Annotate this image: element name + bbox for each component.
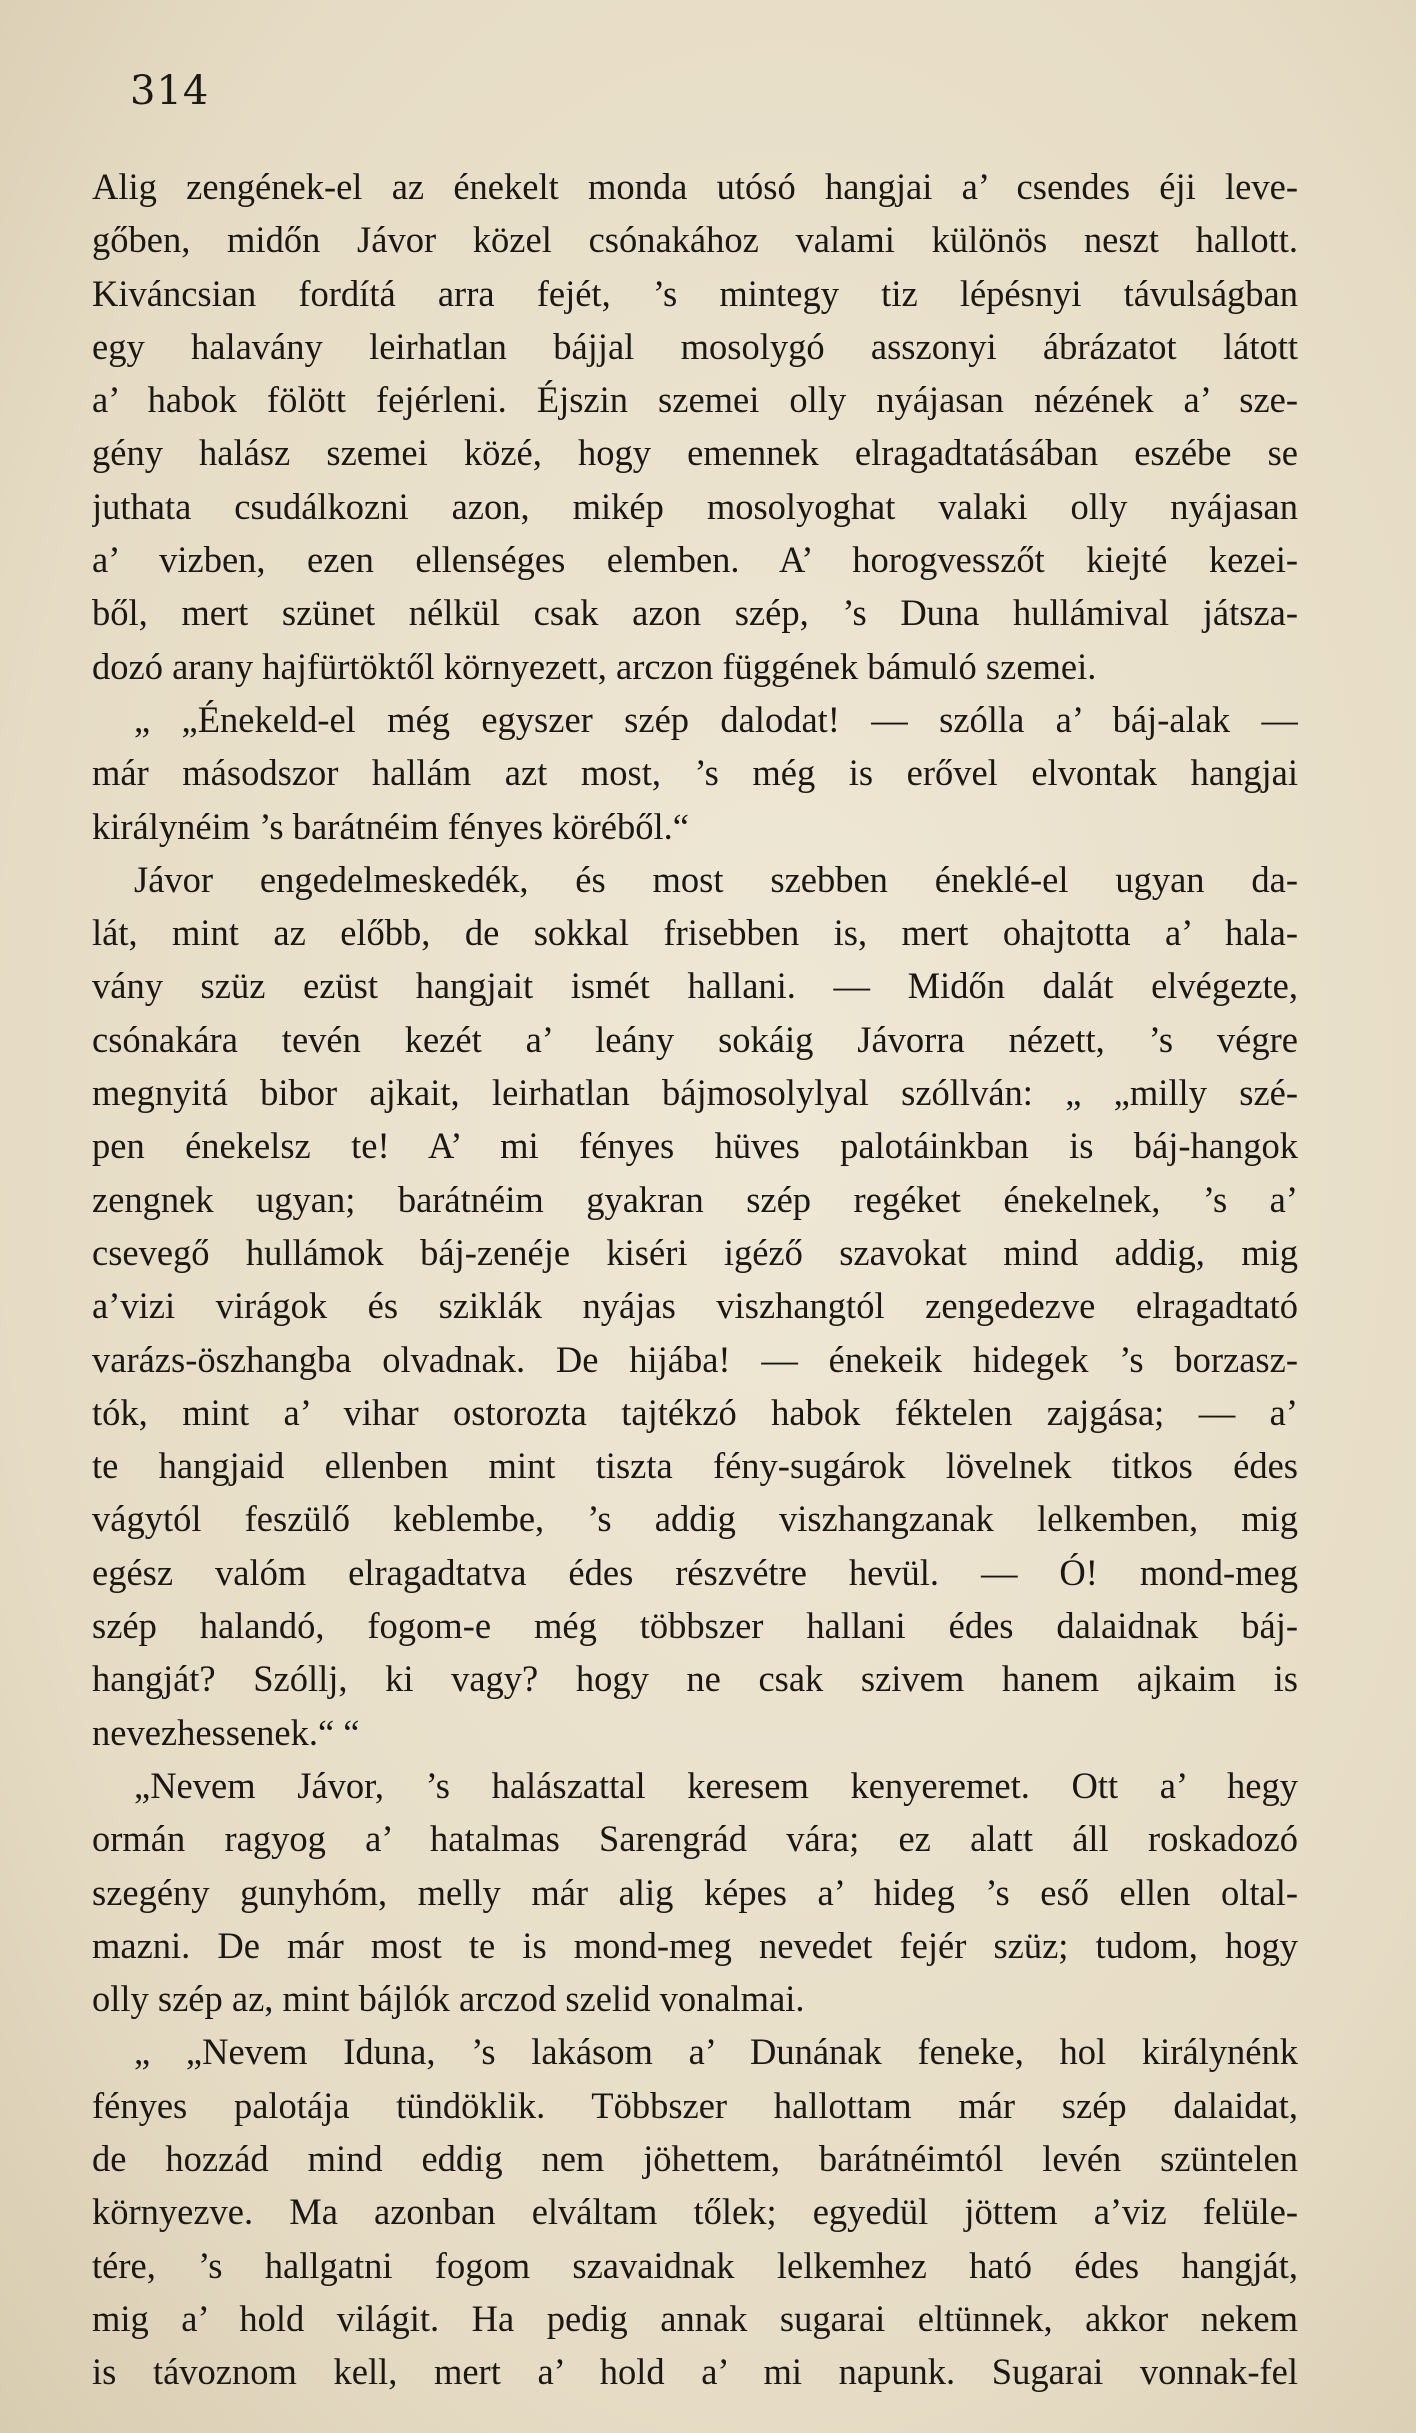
text-line: egy halavány leirhatlan bájjal mosolygó asszonyi ábrázatot látott — [92, 325, 1298, 367]
text-line: ből, mert szünet nélkül csak azon szép, ’s Duna hullámival játsza- — [92, 592, 1298, 634]
text-line: varázs-öszhangba olvadnak. De hijába! — énekeik hidegek ’s borzasz- — [92, 1338, 1298, 1380]
text-line: te hangjaid ellenben mint tiszta fény-sugárok lövelnek titkos édes — [92, 1445, 1298, 1487]
text-line: Alig zengének-el az énekelt monda utósó hangjai a’ csendes éji leve- — [92, 166, 1298, 207]
text-line: mig a’ hold világit. Ha pedig annak sugarai eltünnek, akkor nekem — [92, 2297, 1298, 2339]
text-line: királynéim ’s barátnéim fényes köréből.“ — [92, 805, 689, 847]
text-line: juthata csudálkozni azon, mikép mosolyoghat valaki olly nyájasan — [92, 485, 1298, 527]
text-line: „ „Énekeld-el még egyszer szép dalodat! — szólla a’ báj-alak — — [134, 698, 1298, 740]
text-line: megnyitá bibor ajkait, leirhatlan bájmosolylyal szóllván: „ „milly szé- — [92, 1072, 1298, 1114]
text-line: a’vizi virágok és sziklák nyájas viszhangtól zengedezve elragadtató — [92, 1285, 1298, 1327]
text-line: Jávor engedelmeskedék, és most szebben éneklé-el ugyan da- — [134, 858, 1298, 900]
text-line: is távoznom kell, mert a’ hold a’ mi napunk. Sugarai vonnak-fel — [92, 2351, 1298, 2393]
text-line: fényes palotája tündöklik. Többszer hallottam már szép dalaidat, — [92, 2084, 1298, 2126]
text-line: dozó arany hajfürtöktől környezett, arczon függének bámuló szemei. — [92, 645, 1097, 687]
text-line: nevezhessenek.“ “ — [92, 1711, 360, 1753]
text-line: hangját? Szóllj, ki vagy? hogy ne csak szivem hanem ajkaim is — [92, 1658, 1298, 1700]
text-line: ormán ragyog a’ hatalmas Sarengrád vára; ez alatt áll roskadozó — [92, 1818, 1298, 1860]
page-number: 314 — [130, 68, 210, 114]
text-line: csevegő hullámok báj-zenéje kiséri igéző szavokat mind addig, mig — [92, 1231, 1298, 1273]
text-line: tók, mint a’ vihar ostorozta tajtékzó habok féktelen zajgása; — a’ — [92, 1391, 1298, 1433]
text-line: vány szüz ezüst hangjait ismét hallani. — Midőn dalát elvégezte, — [92, 965, 1298, 1007]
text-line: csónakára tevén kezét a’ leány sokáig Jávorra nézett, ’s végre — [92, 1018, 1298, 1060]
text-line: olly szép az, mint bájlók arczod szelid vonalmai. — [92, 1978, 805, 2020]
text-line: gőben, midőn Jávor közel csónakához valami különös neszt hallott. — [92, 219, 1298, 261]
text-line: környezve. Ma azonban elváltam tőlek; egyedül jöttem a’viz felüle- — [92, 2191, 1298, 2233]
text-line: szegény gunyhóm, melly már alig képes a’ hideg ’s eső ellen oltal- — [92, 1871, 1298, 1913]
text-line: pen énekelsz te! A’ mi fényes hüves palotáinkban is báj-hangok — [92, 1125, 1298, 1167]
text-line: gény halász szemei közé, hogy emennek elragadtatásában eszébe se — [92, 432, 1298, 474]
text-line: tére, ’s hallgatni fogom szavaidnak lelkemhez ható édes hangját, — [92, 2244, 1298, 2286]
text-line: vágytól feszülő keblembe, ’s addig viszhangzanak lelkemben, mig — [92, 1498, 1298, 1540]
text-line: zengnek ugyan; barátnéim gyakran szép regéket énekelnek, ’s a’ — [92, 1178, 1298, 1220]
text-line: „Nevem Jávor, ’s halászattal keresem kenyeremet. Ott a’ hegy — [134, 1764, 1298, 1806]
text-line: a’ vizben, ezen ellenséges elemben. A’ horogvesszőt kiejté kezei- — [92, 539, 1298, 581]
text-line: lát, mint az előbb, de sokkal frisebben is, mert ohajtotta a’ hala- — [92, 912, 1298, 954]
text-line: „ „Nevem Iduna, ’s lakásom a’ Dunának feneke, hol királynénk — [134, 2031, 1298, 2073]
text-line: már másodszor hallám azt most, ’s még is erővel elvontak hangjai — [92, 752, 1298, 794]
text-line: de hozzád mind eddig nem jöhettem, barátnéimtól levén szüntelen — [92, 2137, 1298, 2179]
text-line: szép halandó, fogom-e még többszer hallani édes dalaidnak báj- — [92, 1605, 1298, 1647]
text-line: egész valóm elragadtatva édes részvétre hevül. — Ó! mond-meg — [92, 1551, 1298, 1593]
text-line: mazni. De már most te is mond-meg nevedet fejér szüz; tudom, hogy — [92, 1924, 1298, 1966]
body-text — [92, 160, 1298, 2398]
text-line: Kiváncsian fordítá arra fejét, ’s mintegy tiz lépésnyi távulságban — [92, 272, 1298, 314]
text-line: a’ habok fölött fejérleni. Éjszin szemei olly nyájasan nézének a’ sze- — [92, 379, 1298, 421]
